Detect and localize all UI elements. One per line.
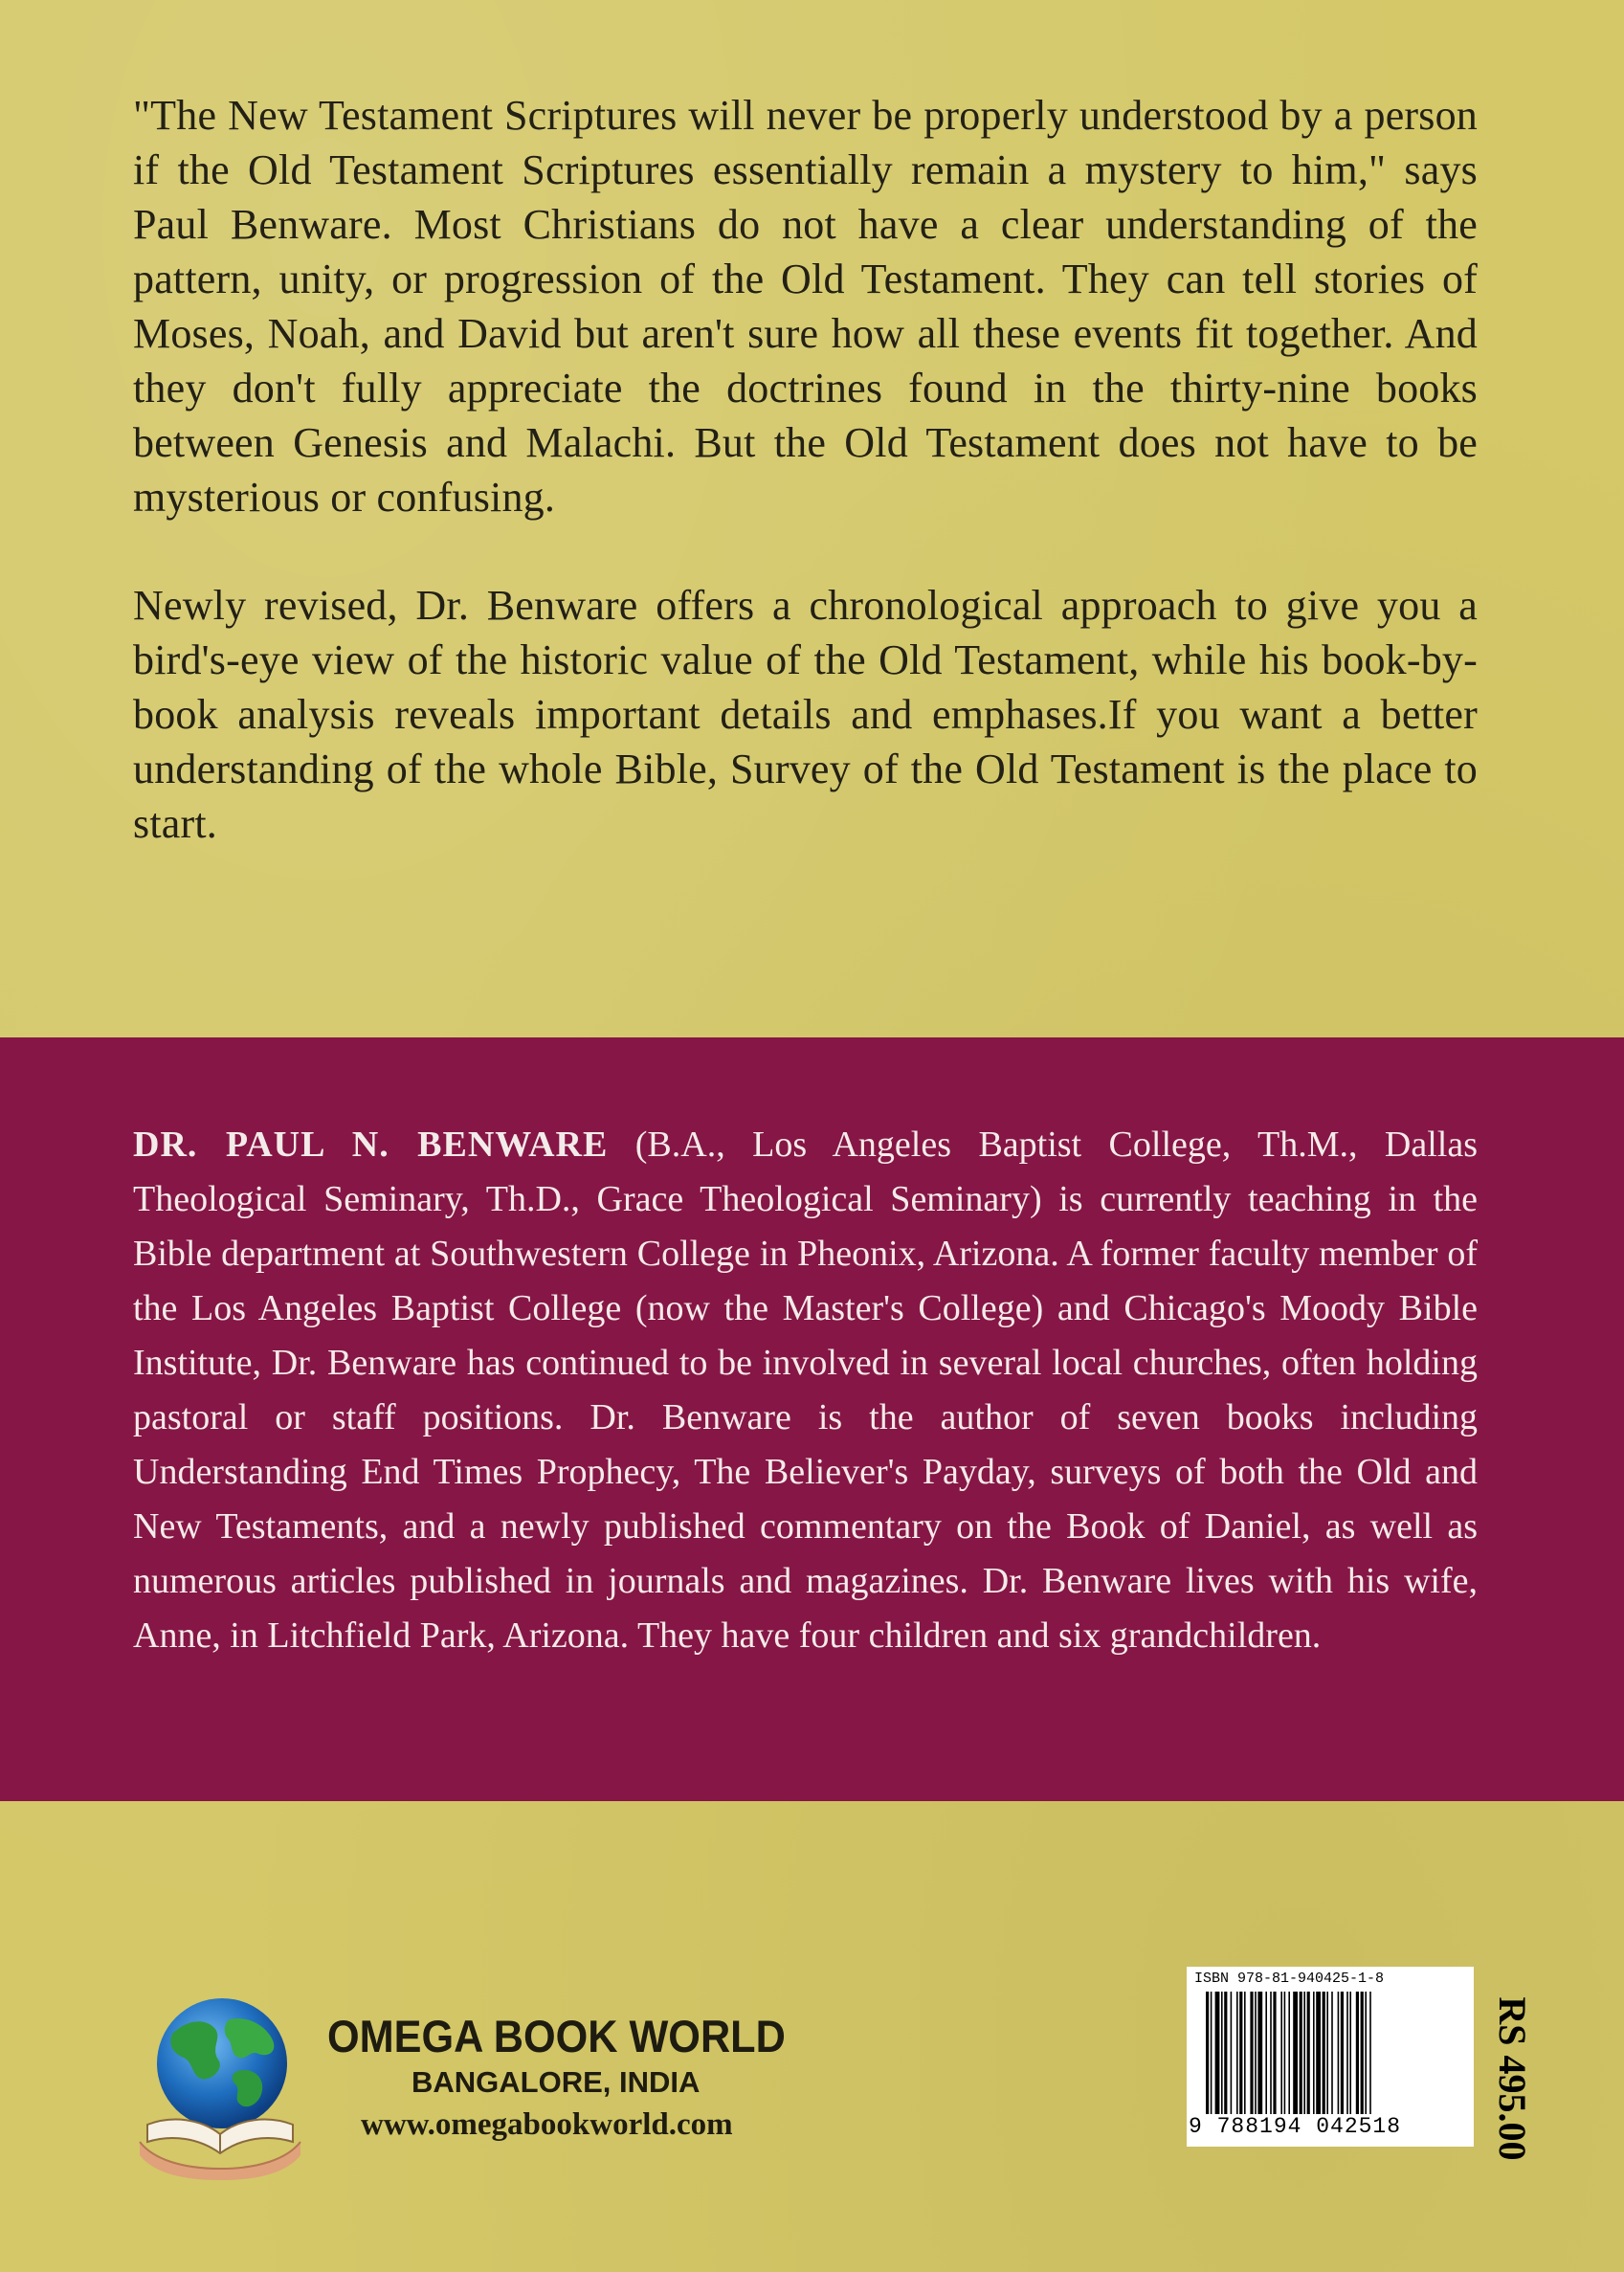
cover-blurb (133, 88, 1478, 904)
publisher-block (134, 1991, 804, 2182)
blurb-paragraph-1: "The New Testament Scriptures will never be properly understood by a person if the Old Testament Scriptures essentially remain a mystery to him," says Paul Benware. Most Christians do not have a clear understanding of the pattern, unity, or progression of the Old Testament. They can tell stories of Moses, Noah, and David but aren't sure how all these events fit together. And they don't fully appreciate the doctrines found in the thirty-nine books between Genesis and Malachi. But the Old Testament does not have to be mysterious or confusing. (133, 92, 1478, 521)
barcode-digits: 9 788194 042518 (1189, 2114, 1402, 2139)
author-band (0, 1037, 1624, 1801)
globe-open-book-hands-icon (134, 1991, 306, 2182)
publisher-name: OMEGA BOOK WORLD (327, 2011, 786, 2061)
author-bio (133, 1118, 1478, 1663)
author-name: DR. PAUL N. BENWARE (133, 1125, 609, 1165)
publisher-city: BANGALORE, INDIA (412, 2065, 701, 2099)
price-label: RS 495.00 (1491, 1996, 1534, 2161)
isbn-number: ISBN 978-81-940425-1-8 (1194, 1971, 1385, 1987)
author-bio-text: (B.A., Los Angeles Baptist College, Th.M., Dallas Theological Seminary, Th.D., Grace Theological Seminary) is currently teaching in the Bible department at Southwestern College in Pheonix, Arizona. A former faculty member of the Los Angeles Baptist College (now the Master's College) and Chicago's Moody Bible Institute, Dr. Benware has continued to be involved in several local churches, often holding pastoral or staff positions. Dr. Benware is the author of seven books including Understanding End Times Prophecy, The Believer's Payday, surveys of both the Old and New Testaments, and a newly published commentary on the Book of Daniel, as well as numerous articles published in journals and magazines. Dr. Benware lives with his wife, Anne, in Litchfield Park, Arizona. They have four children and six grandchildren. (133, 1125, 1479, 1656)
blurb-paragraph-2: Newly revised, Dr. Benware offers a chronological approach to give you a bird's-eye view of the historic value of the Old Testament, while his book-by-book analysis reveals important details and emphases.If you want a better understanding of the whole Bible, Survey of the Old Testament is the place to start. (133, 582, 1478, 847)
barcode-bars (1206, 1992, 1435, 2120)
isbn-barcode (1187, 1967, 1474, 2147)
publisher-url: www.omegabookworld.com (361, 2107, 733, 2142)
